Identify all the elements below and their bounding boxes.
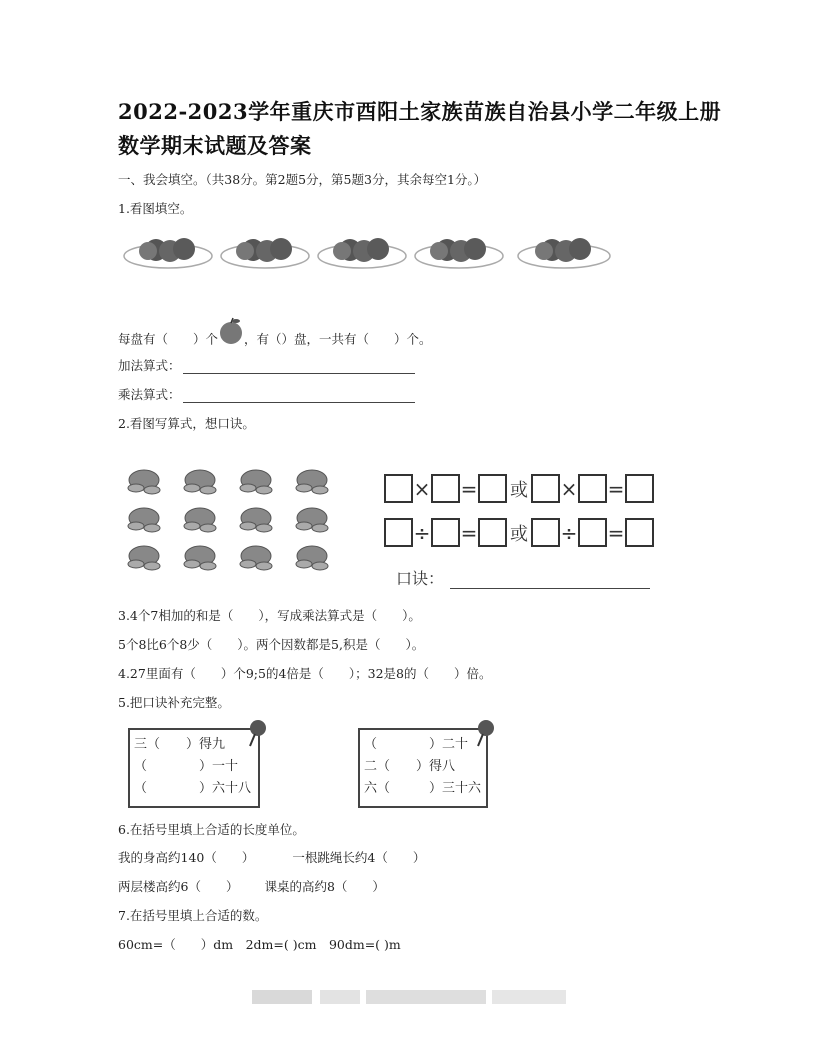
answer-box[interactable]	[431, 474, 460, 503]
q1-sentence-part-b: ，有（）盘，一共有（ ）个。	[244, 331, 432, 347]
q2-koujue-row	[396, 566, 650, 589]
document-title-line1: 2022-2023学年重庆市酉阳土家族苗族自治县小学二年级上册	[118, 99, 722, 124]
answer-box[interactable]	[384, 474, 413, 503]
q1-sentence-part-a: 每盘有（ ）个	[118, 331, 219, 347]
plate-4	[415, 238, 503, 268]
card-line: 三（ ）得九	[134, 737, 226, 752]
multiplication-label: 乘法算式：	[118, 387, 181, 402]
answer-box[interactable]	[384, 518, 413, 547]
pin-icon	[474, 718, 500, 748]
q7-line: 60cm=（ ）dm 2dm=( )cm 90dm=( )m	[118, 937, 401, 952]
card-line: （ ）一十	[134, 759, 239, 774]
answer-box[interactable]	[578, 518, 607, 547]
footer-watermark	[320, 990, 360, 1004]
answer-box[interactable]	[431, 518, 460, 547]
koujue-card-1	[128, 728, 260, 808]
q1-multiplication-row	[118, 385, 415, 403]
plate-1	[124, 238, 212, 268]
q6-line2	[118, 877, 385, 895]
card-line: 六（ ）三十六	[364, 781, 482, 796]
q3-line2: 5个8比6个8少（ ）。两个因数都是5,积是（ ）。	[118, 637, 425, 652]
q2-multiplication-row	[384, 474, 654, 503]
q2-division-row	[384, 518, 654, 547]
q6-item-desk: 课桌的高约8（ ）	[264, 879, 385, 894]
card-line: （ ）二十	[364, 737, 469, 752]
q1-addition-row	[118, 356, 415, 374]
section-heading: 一、我会填空。（共38分。第2题5分，第5题3分，其余每空1分。）	[118, 172, 487, 187]
or-word: 或	[510, 479, 528, 501]
q6-line1	[118, 848, 425, 866]
footer-watermark	[366, 990, 486, 1004]
or-word: 或	[510, 523, 528, 545]
q6-item-rope: 一根跳绳长约4（ ）	[292, 850, 426, 865]
q6-item-building: 两层楼高约6（ ）	[118, 879, 239, 894]
multiplication-answer-line[interactable]	[183, 388, 415, 403]
answer-box[interactable]	[578, 474, 607, 503]
answer-box[interactable]	[625, 474, 654, 503]
times-sign: ×	[560, 476, 578, 501]
plate-3	[318, 238, 406, 268]
addition-label: 加法算式：	[118, 358, 181, 373]
q7-heading: 7.在括号里填上合适的数。	[118, 908, 268, 923]
document-title-line2: 数学期末试题及答案	[118, 133, 312, 158]
q1-sentence	[118, 327, 432, 353]
pin-icon	[246, 718, 272, 748]
answer-box[interactable]	[478, 474, 507, 503]
q3-line1: 3.4个7相加的和是（ ），写成乘法算式是（ ）。	[118, 608, 421, 623]
footer-watermark	[252, 990, 312, 1004]
answer-box[interactable]	[531, 518, 560, 547]
divide-sign: ÷	[413, 520, 431, 545]
koujue-card-2	[358, 728, 488, 808]
card-line: 二（ ）得八	[364, 759, 456, 774]
answer-box[interactable]	[478, 518, 507, 547]
koujue-answer-line[interactable]	[450, 574, 650, 589]
equals-sign: =	[607, 476, 625, 501]
answer-box[interactable]	[625, 518, 654, 547]
koujue-label: 口诀：	[396, 569, 445, 588]
times-sign: ×	[413, 476, 431, 501]
apple-plates-illustration	[122, 226, 612, 296]
q6-heading: 6.在括号里填上合适的长度单位。	[118, 822, 305, 837]
equals-sign: =	[460, 476, 478, 501]
plate-5	[518, 238, 610, 268]
equals-sign: =	[460, 520, 478, 545]
card-line: （ ）六十八	[134, 781, 252, 796]
apple-icon	[218, 317, 244, 343]
answer-box[interactable]	[531, 474, 560, 503]
q4-line: 4.27里面有（ ）个9;5的4倍是（ ）；32是8的（ ）倍。	[118, 666, 492, 681]
footer-watermark	[492, 990, 566, 1004]
q2-heading: 2.看图写算式，想口诀。	[118, 416, 255, 431]
equals-sign: =	[607, 520, 625, 545]
addition-answer-line[interactable]	[183, 359, 415, 374]
q1-heading: 1.看图填空。	[118, 201, 193, 216]
plate-2	[221, 238, 309, 268]
q6-item-height: 我的身高约140（ ）	[118, 850, 255, 865]
divide-sign: ÷	[560, 520, 578, 545]
q5-heading: 5.把口诀补充完整。	[118, 695, 230, 710]
flowers-illustration	[122, 466, 342, 580]
